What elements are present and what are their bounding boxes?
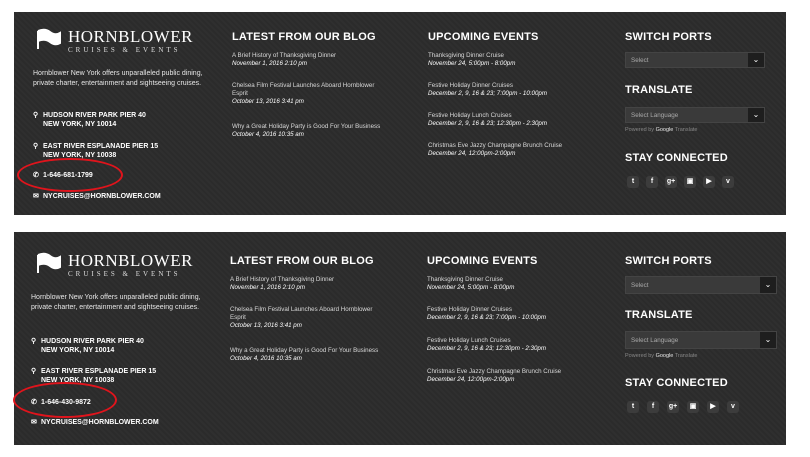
twitter-icon[interactable]: t (627, 176, 639, 188)
blog-title[interactable]: Why a Great Holiday Party is Good For Your Business (230, 347, 379, 354)
port-select-value: Select (631, 57, 649, 64)
blog-title[interactable]: A Brief History of Thanksgiving Dinner (232, 52, 337, 59)
port-select[interactable] (625, 52, 765, 68)
address-pier-15[interactable] (33, 142, 158, 160)
chevron-down-icon[interactable]: ⌄ (760, 332, 776, 348)
event-title[interactable]: Christmas Eve Jazzy Champagne Brunch Cruise (427, 368, 562, 375)
footer-panel-top (14, 12, 786, 215)
event-item[interactable] (428, 52, 593, 68)
language-select[interactable] (625, 331, 777, 349)
event-date: November 24, 5:00pm - 8:00pm (428, 60, 516, 67)
google-label: Google (655, 127, 674, 133)
blog-title[interactable]: A Brief History of Thanksgiving Dinner (230, 276, 335, 283)
description: Hornblower New York offers unparalleled public dining, private charter, entertainment and sightseeing cruises. (31, 294, 201, 311)
blog-heading: LATEST FROM OUR BLOG (232, 31, 376, 43)
event-date: December 24, 12:00pm-2:00pm (427, 376, 515, 383)
youtube-icon[interactable]: ▶ (707, 401, 719, 413)
event-date: November 24, 5:00pm - 8:00pm (427, 284, 515, 291)
brand-logo[interactable] (36, 28, 193, 54)
address-line-2: NEW YORK, NY 10014 (41, 347, 115, 354)
vimeo-icon[interactable]: v (722, 176, 734, 188)
event-title[interactable]: Christmas Eve Jazzy Champagne Brunch Cruise (428, 142, 563, 149)
email-link[interactable] (31, 418, 159, 427)
event-title[interactable]: Festive Holiday Lunch Cruises (427, 337, 511, 344)
phone-icon: ✆ (33, 172, 39, 179)
powered-by-label: Powered by (625, 127, 655, 133)
stay-connected-heading: STAY CONNECTED (625, 152, 728, 164)
port-select-value: Select (631, 282, 649, 289)
blog-title[interactable]: Chelsea Film Festival Launches Aboard Hornblower Esprit (232, 82, 375, 97)
powered-by-label: Powered by (625, 353, 655, 359)
blog-title[interactable]: Chelsea Film Festival Launches Aboard Hornblower Esprit (230, 306, 373, 321)
address-pier-40[interactable] (33, 111, 146, 129)
event-date: December 2, 9, 16 & 23; 7:00pm - 10:00pm (428, 90, 548, 97)
blog-date: October 4, 2016 10:35 am (232, 131, 304, 138)
email-text: NYCRUISES@HORNBLOWER.COM (41, 419, 159, 426)
flag-logo-icon (36, 252, 62, 274)
address-line-2: NEW YORK, NY 10038 (41, 377, 115, 384)
vimeo-icon[interactable]: v (727, 401, 739, 413)
port-select[interactable] (625, 276, 777, 294)
event-title[interactable]: Festive Holiday Dinner Cruises (427, 306, 512, 313)
blog-item[interactable] (232, 52, 382, 68)
switch-ports-heading: SWITCH PORTS (625, 255, 712, 267)
phone-text: 1-646-681-1799 (43, 172, 93, 179)
language-select-value: Select Language (631, 337, 679, 344)
event-title[interactable]: Festive Holiday Dinner Cruises (428, 82, 513, 89)
blog-item[interactable] (232, 82, 382, 106)
blog-title[interactable]: Why a Great Holiday Party is Good For Your Business (232, 123, 381, 130)
blog-date: October 13, 2016 3:41 pm (230, 322, 302, 329)
switch-ports-heading: SWITCH PORTS (625, 31, 712, 43)
brand-logo[interactable] (36, 252, 193, 278)
google-plus-icon[interactable]: g+ (665, 176, 677, 188)
highlight-circle-top (17, 158, 123, 192)
location-pin-icon: ⚲ (31, 368, 37, 375)
blog-item[interactable] (230, 276, 380, 292)
events-heading: UPCOMING EVENTS (427, 255, 538, 267)
event-title[interactable]: Festive Holiday Lunch Cruises (428, 112, 512, 119)
facebook-icon[interactable]: f (646, 176, 658, 188)
event-date: December 2, 9, 16 & 23; 7:00pm - 10:00pm (427, 314, 547, 321)
description: Hornblower New York offers unparalleled public dining, private charter, entertainment and sightseeing cruises. (33, 70, 203, 87)
event-date: December 2, 9, 16 & 23; 12:30pm - 2:30pm (427, 345, 547, 352)
event-date: December 24, 12:00pm-2:00pm (428, 150, 516, 157)
address-line-2: NEW YORK, NY 10014 (43, 121, 117, 128)
event-item[interactable] (427, 368, 597, 384)
brand-name: HORNBLOWER (68, 251, 193, 270)
translate-label: Translate (674, 127, 698, 133)
address-line-1: EAST RIVER ESPLANADE PIER 15 (41, 368, 157, 375)
event-item[interactable] (428, 142, 593, 158)
language-select[interactable] (625, 107, 765, 123)
event-item[interactable] (427, 306, 597, 322)
blog-date: November 1, 2016 2:10 pm (232, 60, 307, 67)
flag-logo-icon (36, 28, 62, 50)
language-select-value: Select Language (631, 112, 679, 119)
event-title[interactable]: Thanksgiving Dinner Cruise (427, 276, 504, 283)
address-line-1: HUDSON RIVER PARK PIER 40 (41, 338, 144, 345)
email-text: NYCRUISES@HORNBLOWER.COM (43, 193, 161, 200)
brand-name: HORNBLOWER (68, 27, 193, 46)
facebook-icon[interactable]: f (647, 401, 659, 413)
stay-connected-heading: STAY CONNECTED (625, 377, 728, 389)
envelope-icon: ✉ (31, 419, 37, 426)
highlight-circle-bottom (13, 382, 117, 418)
event-date: December 2, 9, 16 & 23; 12:30pm - 2:30pm (428, 120, 548, 127)
twitter-icon[interactable]: t (627, 401, 639, 413)
address-line-2: NEW YORK, NY 10038 (43, 152, 117, 159)
translate-label: Translate (674, 353, 698, 359)
address-line-1: HUDSON RIVER PARK PIER 40 (43, 112, 146, 119)
brand-subtitle: CRUISES & EVENTS (68, 270, 181, 278)
email-link[interactable] (33, 192, 161, 201)
youtube-icon[interactable]: ▶ (703, 176, 715, 188)
blog-date: October 4, 2016 10:35 am (230, 355, 302, 362)
event-item[interactable] (427, 337, 597, 353)
powered-by-google[interactable] (625, 127, 698, 133)
social-links (627, 176, 734, 188)
blog-date: October 13, 2016 3:41 pm (232, 98, 304, 105)
address-line-1: EAST RIVER ESPLANADE PIER 15 (43, 143, 159, 150)
envelope-icon: ✉ (33, 193, 39, 200)
footer-panel-bottom (14, 232, 786, 445)
event-title[interactable]: Thanksgiving Dinner Cruise (428, 52, 505, 59)
google-label: Google (655, 353, 674, 359)
event-item[interactable] (428, 112, 593, 128)
instagram-icon[interactable]: ▣ (684, 176, 696, 188)
location-pin-icon: ⚲ (31, 338, 37, 345)
phone-text: 1-646-430-9872 (41, 399, 91, 406)
brand-subtitle: CRUISES & EVENTS (68, 46, 181, 54)
translate-heading: TRANSLATE (625, 309, 693, 321)
blog-date: November 1, 2016 2:10 pm (230, 284, 305, 291)
translate-heading: TRANSLATE (625, 84, 693, 96)
location-pin-icon: ⚲ (33, 112, 39, 119)
powered-by-google[interactable] (625, 353, 698, 359)
google-plus-icon[interactable]: g+ (667, 401, 679, 413)
phone-icon: ✆ (31, 399, 37, 406)
blog-heading: LATEST FROM OUR BLOG (230, 255, 374, 267)
events-heading: UPCOMING EVENTS (428, 31, 539, 43)
blog-item[interactable] (230, 306, 380, 330)
chevron-down-icon[interactable]: ⌄ (748, 108, 764, 122)
blog-item[interactable] (232, 123, 382, 139)
event-item[interactable] (428, 82, 593, 98)
chevron-down-icon[interactable]: ⌄ (760, 277, 776, 293)
blog-item[interactable] (230, 347, 380, 363)
chevron-down-icon[interactable]: ⌄ (748, 53, 764, 67)
event-item[interactable] (427, 276, 597, 292)
address-pier-40[interactable] (31, 337, 144, 355)
location-pin-icon: ⚲ (33, 143, 39, 150)
instagram-icon[interactable]: ▣ (687, 401, 699, 413)
social-links (627, 401, 739, 413)
